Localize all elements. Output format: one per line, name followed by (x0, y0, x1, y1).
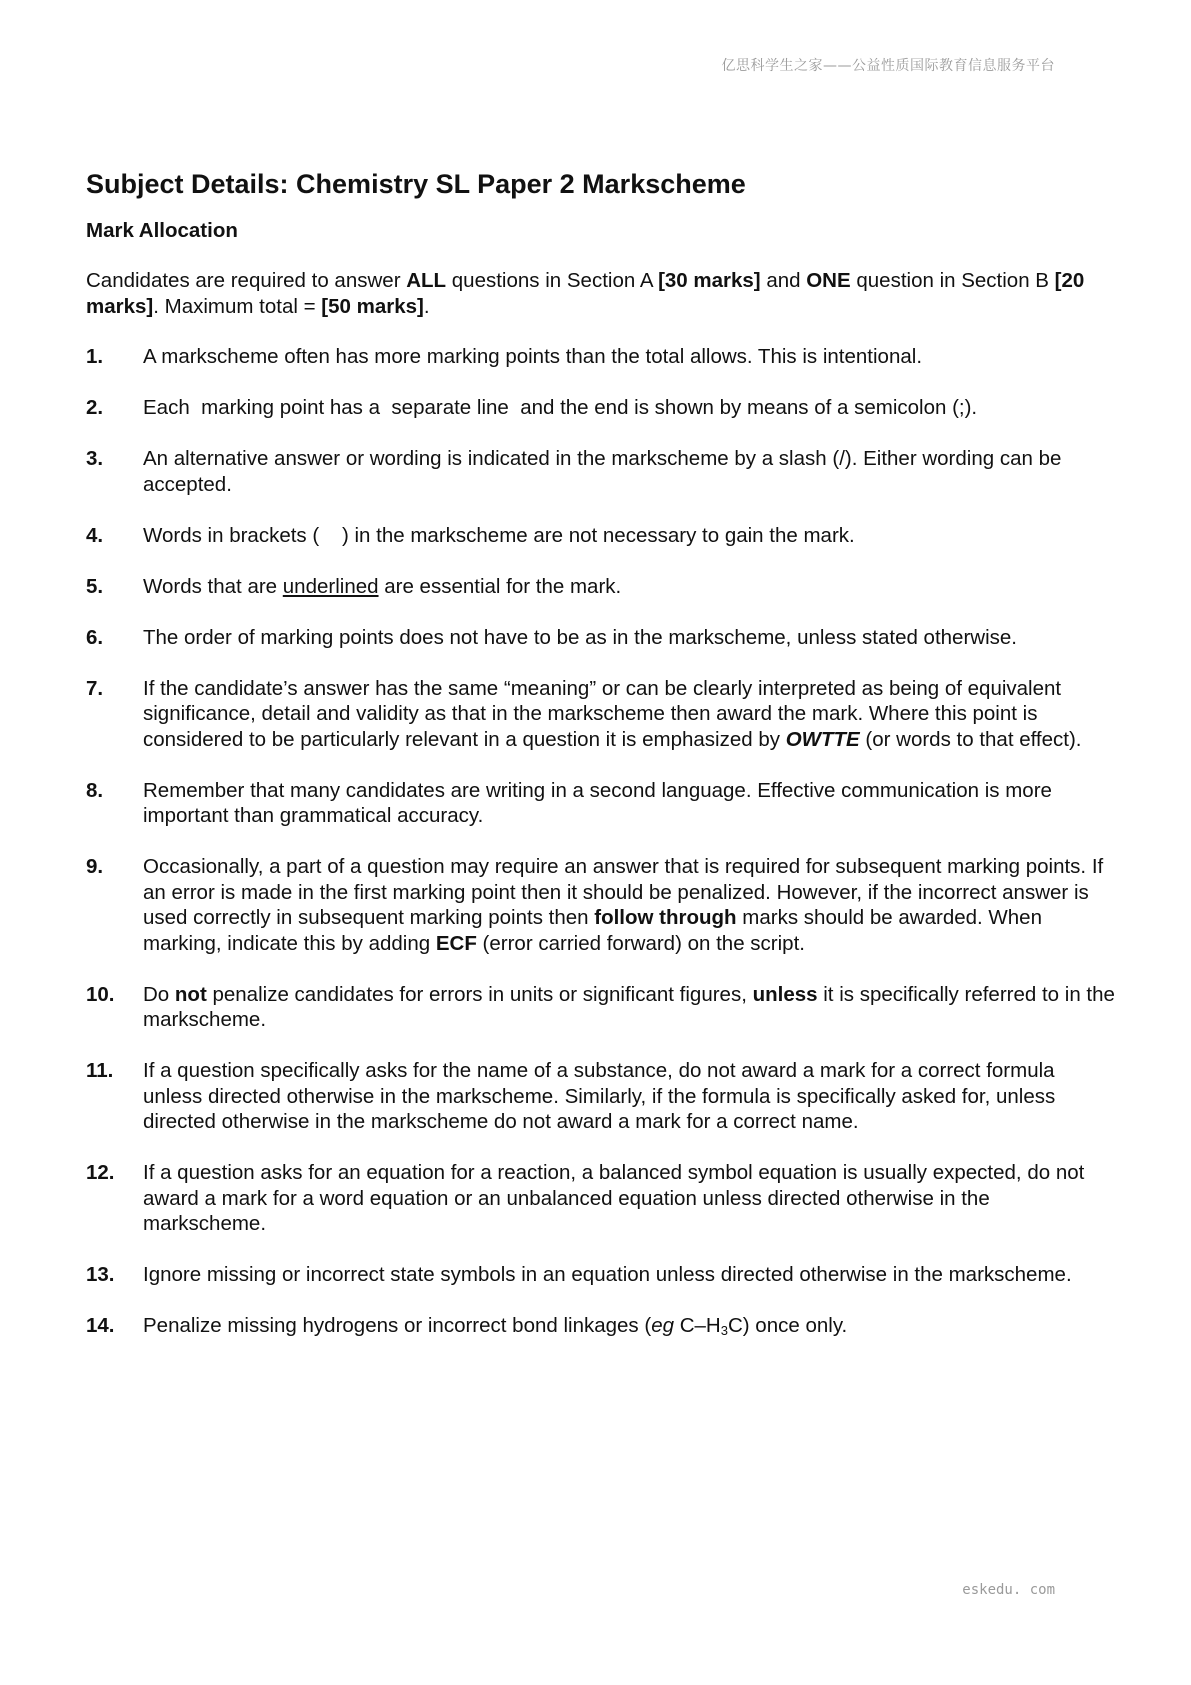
rule-text-segment: Do (143, 982, 175, 1006)
rule-number: 14. (86, 1314, 115, 1337)
rule-number: 1. (86, 345, 104, 368)
rule-text: Ignore missing or incorrect state symbols in an equation unless directed otherwise in the markscheme. (143, 1263, 1072, 1286)
rule-item (86, 446, 1116, 497)
italic-text: eg (651, 1314, 675, 1337)
footer-watermark: eskedu. com (962, 1582, 1055, 1598)
intro-bold: [30 marks] (658, 269, 761, 292)
rule-text-segment: penalize candidates for errors in units or significant figures, (206, 982, 753, 1006)
rule-number: 7. (86, 676, 104, 700)
rule-text: An alternative answer or wording is indicated in the markscheme by a slash (/). Either wording can be accepted. (143, 447, 1062, 496)
document-body (86, 168, 1116, 1364)
bold-text: not (174, 982, 207, 1006)
underlined-text: underlined (282, 574, 379, 598)
rule-item (86, 1313, 1116, 1339)
rule-item (86, 1058, 1116, 1135)
rule-text (143, 574, 1116, 600)
rule-number: 10. (86, 982, 115, 1006)
bold-text: unless (752, 982, 818, 1006)
rule-text: Each marking point has a separate line and the end is shown by means of a semicolon (;). (143, 396, 978, 419)
rule-number: 4. (86, 523, 104, 547)
rule-text (143, 854, 1116, 956)
rule-text-segment: are essential for the mark. (378, 574, 622, 598)
rule-item (86, 1262, 1116, 1288)
rule-item (86, 1160, 1116, 1237)
rule-text-segment: C–H (674, 1314, 721, 1337)
rule-item (86, 676, 1116, 753)
rule-number: 2. (86, 396, 104, 419)
rule-text-segment: If the candidate’s answer has the same “meaning” or can be clearly interpreted as being of equivalent significance, detail and validity as that in the markscheme then award the mark. Where this point is considered to be particularly relevant in a question it is emphasized by (143, 676, 1062, 751)
rule-number: 5. (86, 574, 104, 598)
rule-item (86, 854, 1116, 956)
intro-text: . Maximum total = (153, 294, 322, 318)
rule-item (86, 778, 1116, 829)
rule-text-segment: Occasionally, a part of a question may require an answer that is required for subsequent marking points. If an error is made in the first marking point then it should be penalized. However, if the incorrect answer is used correctly in subsequent marking points then (143, 855, 1104, 929)
intro-bold: [50 marks] (321, 294, 424, 318)
rule-text: If a question asks for an equation for a reaction, a balanced symbol equation is usually expected, do not award a mark for a word equation or an unbalanced equation unless directed otherwise in the markscheme. (143, 1161, 1085, 1235)
rule-text-segment: (error carried forward) on the script. (476, 931, 805, 955)
rule-text (143, 1313, 1116, 1339)
rule-text-segment: Words that are (143, 574, 283, 598)
bold-text: ECF (435, 931, 477, 955)
rule-item (86, 625, 1116, 651)
rule-item (86, 982, 1116, 1033)
rule-text-segment: C) once only. (727, 1314, 848, 1337)
emphasis-text: OWTTE (785, 727, 860, 751)
rule-item (86, 395, 1116, 421)
rule-text: A markscheme often has more marking points than the total allows. This is intentional. (143, 345, 923, 368)
rule-text-segment: marks should be awarded. When marking, indicate this by adding (143, 906, 1042, 955)
rule-number: 11. (86, 1059, 114, 1082)
intro-paragraph (86, 268, 1116, 319)
bold-text: follow through (594, 906, 737, 929)
intro-bold: ALL (406, 269, 447, 292)
rule-text-segment: it is specifically referred to in the markscheme. (143, 982, 1115, 1031)
rule-text: The order of marking points does not have to be as in the markscheme, unless stated otherwise. (143, 625, 1017, 649)
rule-text: Words in brackets ( ) in the markscheme are not necessary to gain the mark. (143, 523, 855, 547)
rule-text-segment: Penalize missing hydrogens or incorrect bond linkages ( (143, 1314, 652, 1337)
rule-text-segment: (or words to that effect). (859, 727, 1082, 751)
intro-text: . (423, 294, 430, 318)
rule-number: 12. (86, 1161, 115, 1184)
rule-text (143, 982, 1116, 1033)
intro-text: question in Section B (850, 269, 1055, 292)
intro-bold: [20 marks] (86, 269, 1085, 318)
rule-number: 3. (86, 447, 104, 470)
rule-number: 6. (86, 625, 104, 649)
header-watermark: 亿思科学生之家——公益性质国际教育信息服务平台 (721, 58, 1055, 74)
intro-text: and (760, 269, 807, 292)
rule-text: If a question specifically asks for the name of a substance, do not award a mark for a correct formula unless directed otherwise in the markscheme. Similarly, if the formula is specifically asked for, unless directed otherwise in the markscheme do not award a mark for a correct name. (143, 1059, 1056, 1133)
rule-item (86, 344, 1116, 370)
page-title: Subject Details: Chemistry SL Paper 2 Markscheme (86, 169, 746, 199)
section-heading: Mark Allocation (86, 219, 238, 242)
rule-item (86, 523, 1116, 549)
rule-number: 9. (86, 855, 104, 878)
intro-text: Candidates are required to answer (86, 269, 407, 292)
intro-text: questions in Section A (446, 269, 659, 292)
subscript-text: 3 (720, 1323, 728, 1338)
rule-number: 13. (86, 1263, 115, 1286)
rule-text (143, 676, 1116, 753)
rule-number: 8. (86, 778, 104, 802)
intro-bold: ONE (806, 269, 851, 292)
rule-item (86, 574, 1116, 600)
rule-text: Remember that many candidates are writing in a second language. Effective communication is more important than grammatical accuracy. (143, 778, 1052, 827)
rules-list (86, 344, 1116, 1339)
